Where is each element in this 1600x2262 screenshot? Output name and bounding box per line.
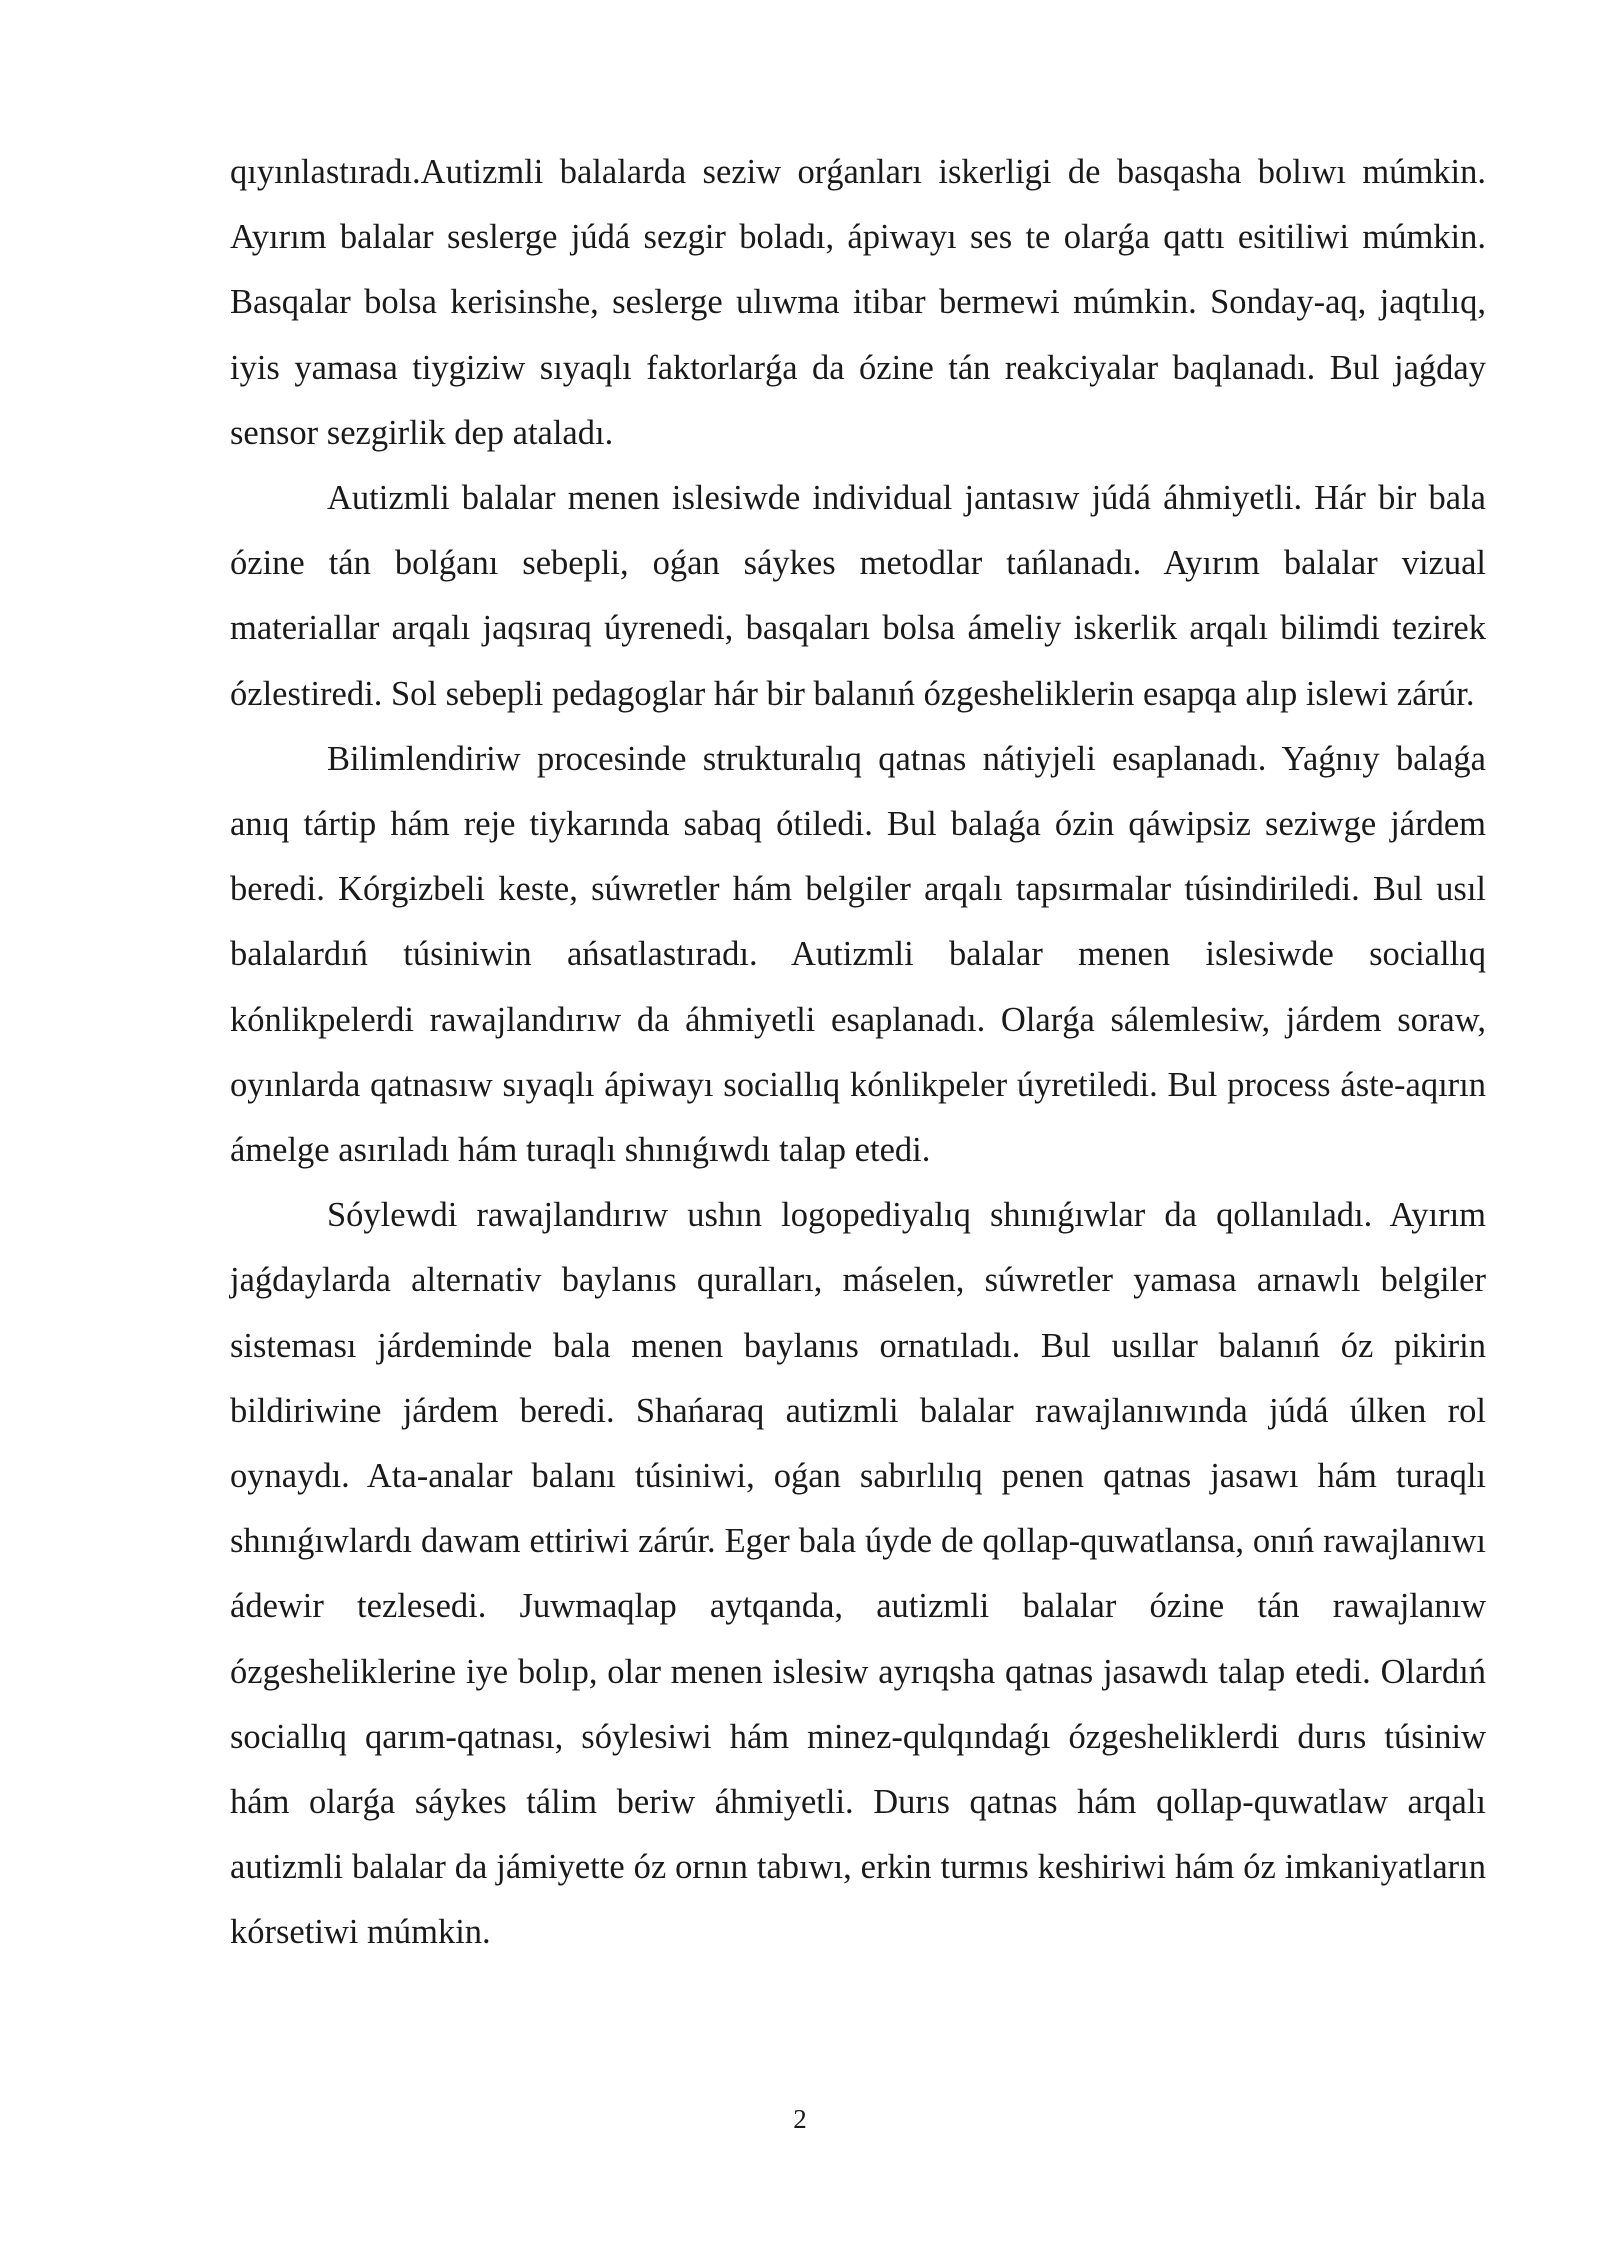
paragraph-4: Sóylewdi rawajlandırıw ushın logopediyalıq shınıǵıwlar da qollanıladı. Ayırım jaǵdaylarda alternativ baylanıs quralları, máselen, súwretler yamasa arnawlı belgiler sisteması járdeminde bala menen baylanıs ornatıladı. Bul usıllar balanıń óz pikirin bildiriwine járdem beredi. Shańaraq autizmli balalar rawajlanıwında júdá úlken rol oynaydı. Ata-analar balanı túsiniwi, oǵan sabırlılıq penen qatnas jasawı hám turaqlı shınıǵıwlardı dawam ettiriwi zárúr. Eger bala úyde de qollap-quwatlansa, onıń rawajlanıwı ádewir tezlesedi. Juwmaqlap aytqanda, autizmli balalar ózine tán rawajlanıw ózgesheliklerine iye bolıp, olar menen islesiw ayrıqsha qatnas jasawdı talap etedi. Olardıń sociallıq qarım-qatnası, sóylesiwi hám minez-qulqındaǵı ózgesheliklerdi durıs túsiniw hám olarǵa sáykes tálim beriw áhmiyetli. Durıs qatnas hám qollap-quwatlaw arqalı autizmli balalar da jámiyette óz ornın tabıwı, erkin turmıs keshiriwi hám óz imkaniyatların kórsetiwi múmkin. — [230, 1196, 1486, 1952]
body-text — [230, 140, 1486, 1966]
page-number: 2 — [793, 2104, 807, 2134]
paragraph-3: Bilimlendiriw procesinde strukturalıq qatnas nátiyjeli esaplanadı. Yaǵnıy balaǵa anıq tártip hám reje tiykarında sabaq ótiledi. Bul balaǵa ózin qáwipsiz seziwge járdem beredi. Kórgizbeli keste, súwretler hám belgiler arqalı tapsırmalar túsindiriledi. Bul usıl balalardıń túsiniwin ańsatlastıradı. Autizmli balalar menen islesiwde sociallıq kónlikpelerdi rawajlandırıw da áhmiyetli esaplanadı. Olarǵa sálemlesiw, járdem soraw, oyınlarda qatnasıw sıyaqlı ápiwayı sociallıq kónlikpeler úyretiledi. Bul process áste-aqırın ámelge asırıladı hám turaqlı shınıǵıwdı talap etedi. — [230, 739, 1486, 1170]
paragraph-1: qıyınlastıradı.Autizmli balalarda seziw orǵanları iskerligi de basqasha bolıwı múmkin. Ayırım balalar seslerge júdá sezgir boladı, ápiwayı ses te olarǵa qattı esitiliwi múmkin. Basqalar bolsa kerisinshe, seslerge ulıwma itibar bermewi múmkin. Sonday-aq, jaqtılıq, iyis yamasa tiygiziw sıyaqlı faktorlarǵa da ózine tán reakciyalar baqlanadı. Bul jaǵday sensor sezgirlik dep ataladı. — [230, 153, 1486, 452]
paragraph-2: Autizmli balalar menen islesiwde individual jantasıw júdá áhmiyetli. Hár bir bala ózine tán bolǵanı sebepli, oǵan sáykes metodlar tańlanadı. Ayırım balalar vizual materiallar arqalı jaqsıraq úyrenedi, basqaları bolsa ámeliy iskerlik arqalı bilimdi tezirek ózlestiredi. Sol sebepli pedagoglar hár bir balanıń ózgesheliklerin esapqa alıp islewi zárúr. — [230, 479, 1486, 713]
